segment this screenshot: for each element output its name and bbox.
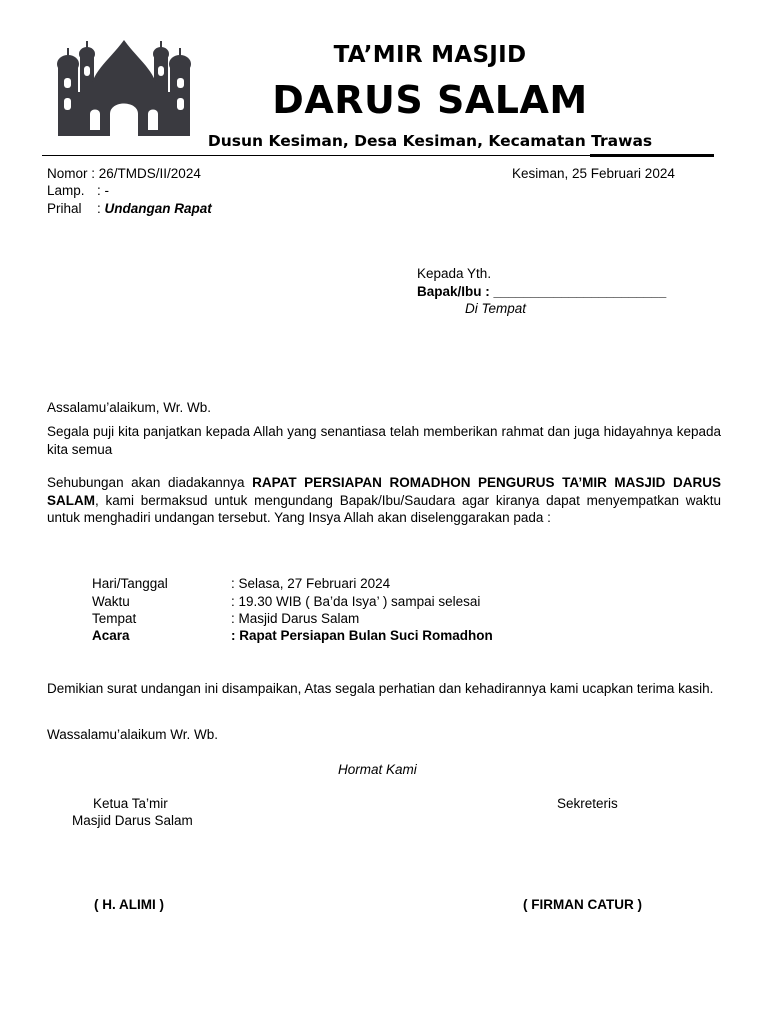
detail-row	[92, 575, 390, 593]
paragraph-2	[47, 474, 721, 527]
letterhead-divider-accent	[590, 154, 714, 157]
org-address: Dusun Kesiman, Desa Kesiman, Kecamatan Trawas	[207, 132, 653, 150]
left-signer-title2: Masjid Darus Salam	[72, 813, 193, 828]
org-name-line1: TA’MIR MASJID	[333, 42, 527, 68]
recipient-line3: Di Tempat	[465, 301, 527, 316]
paragraph-2-intro: Sehubungan akan diadakannya	[47, 475, 253, 490]
detail-label: Acara	[92, 628, 130, 643]
detail-value: : Masjid Darus Salam	[231, 611, 360, 626]
recipient-line1: Kepada Yth.	[417, 266, 492, 281]
nomor-value: : 26/TMDS/II/2024	[91, 166, 201, 181]
detail-label: Hari/Tanggal	[92, 576, 168, 591]
hormat-kami: Hormat Kami	[338, 762, 417, 777]
left-signer-name: ( H. ALIMI )	[94, 897, 164, 912]
right-signer-name: ( FIRMAN CATUR )	[523, 897, 642, 912]
meta-nomor	[47, 165, 201, 183]
meta-prihal	[47, 200, 212, 218]
left-signer-title1: Ketua Ta’mir	[93, 796, 168, 811]
closing-paragraph: Demikian surat undangan ini disampaikan, Atas segala perhatian dan kehadirannya kami ucapkan terima kasih.	[47, 681, 714, 696]
detail-label: Waktu	[92, 594, 130, 609]
farewell: Wassalamu’alaikum Wr. Wb.	[47, 727, 219, 742]
right-signer-title: Sekreteris	[557, 796, 618, 811]
prihal-label: Prihal	[47, 201, 82, 216]
detail-row	[92, 627, 493, 645]
paragraph-2-event: RAPAT PERSIAPAN ROMADHON PENGURUS TA’MIR MASJID DARUS SALAM	[47, 475, 721, 508]
lamp-value: : -	[97, 183, 109, 198]
lamp-label: Lamp.	[47, 183, 85, 198]
mosque-icon	[50, 34, 198, 140]
nomor-label: Nomor	[47, 166, 88, 181]
prihal-sep: :	[97, 201, 105, 216]
prihal-value: Undangan Rapat	[104, 201, 212, 216]
place-date: Kesiman, 25 Februari 2024	[512, 166, 675, 181]
detail-row	[92, 610, 359, 628]
detail-row	[92, 593, 480, 611]
paragraph-2-rest: , kami bermaksud untuk mengundang Bapak/Ibu/Saudara agar kiranya dapat menyempatkan waktu untuk menghadiri undangan tersebut. Yang Insya Allah akan diselenggarakan pada :	[47, 492, 721, 525]
detail-value: : 19.30 WIB ( Ba’da Isya’ ) sampai selesai	[231, 594, 481, 609]
greeting: Assalamu’alaikum, Wr. Wb.	[47, 400, 212, 415]
paragraph-1: Segala puji kita panjatkan kepada Allah yang senantiasa telah memberikan rahmat dan juga hidayahnya kepada kita semua	[47, 424, 721, 457]
meta-lamp	[47, 182, 109, 200]
recipient-line2: Bapak/Ibu : _______________________	[417, 284, 667, 299]
detail-value: : Selasa, 27 Februari 2024	[231, 576, 391, 591]
detail-label: Tempat	[92, 611, 137, 626]
org-name-line2: DARUS SALAM	[272, 78, 588, 122]
detail-value: : Rapat Persiapan Bulan Suci Romadhon	[231, 628, 493, 643]
